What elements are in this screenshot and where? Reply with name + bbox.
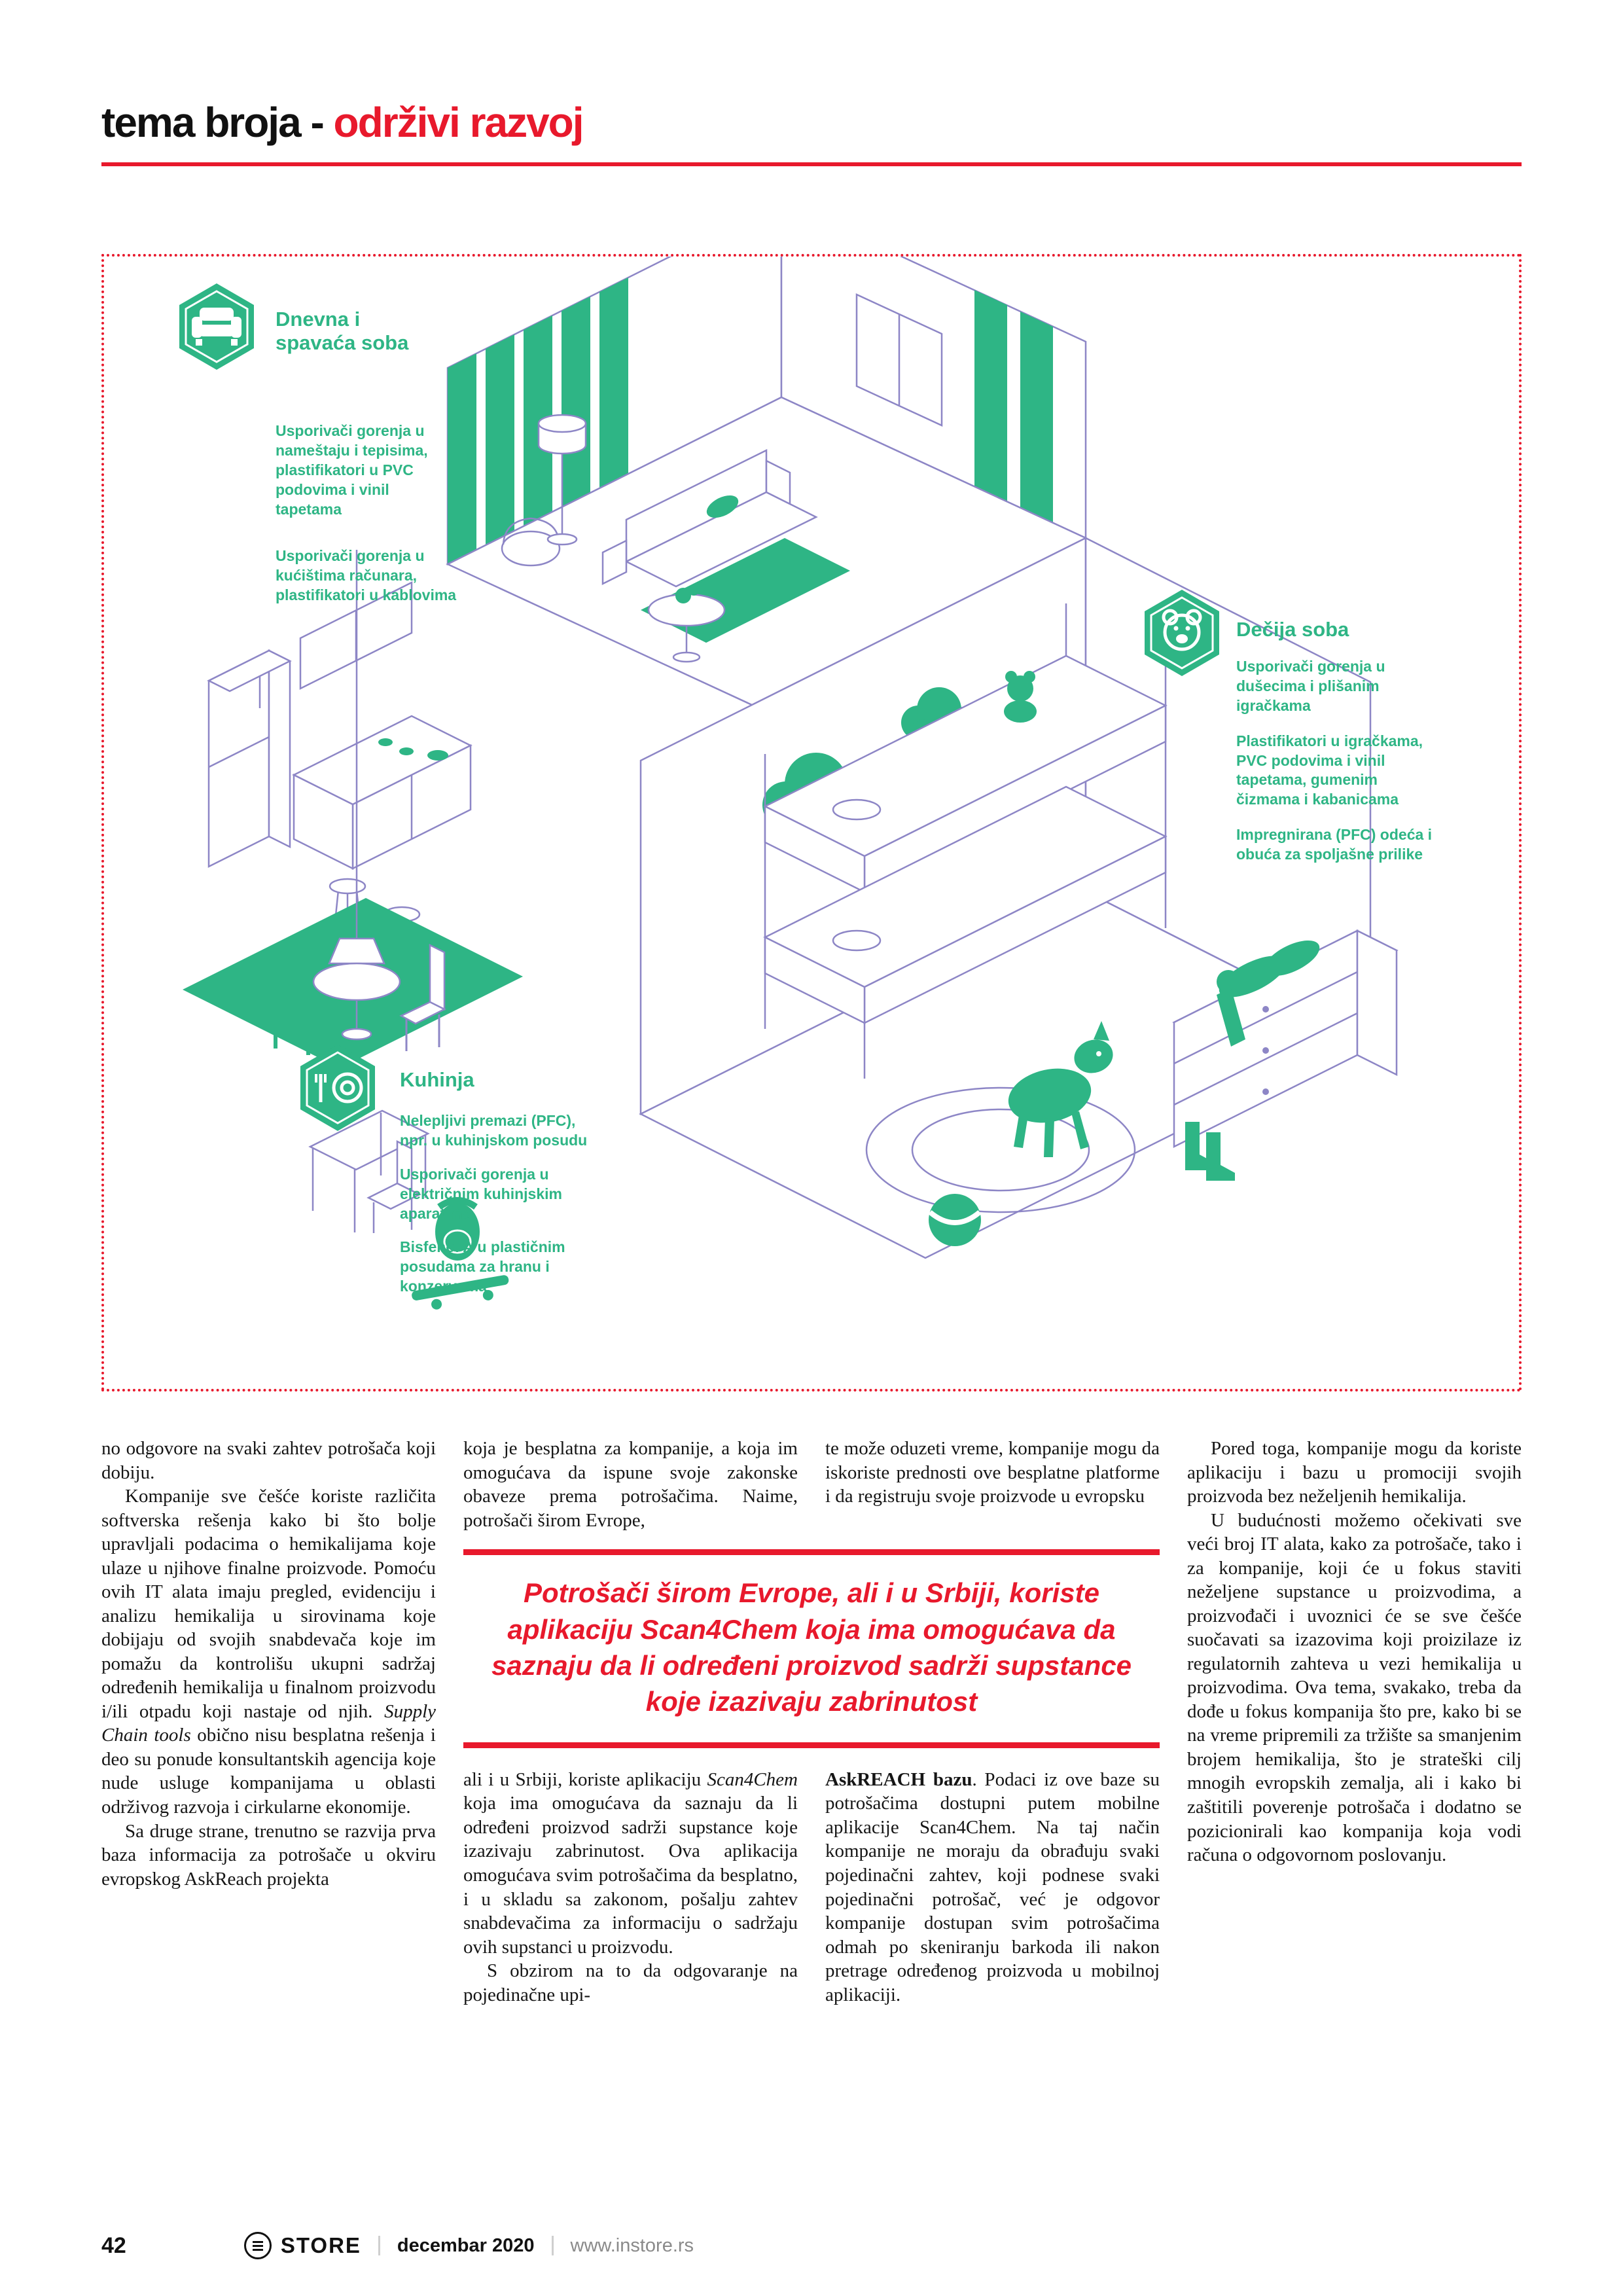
paragraph-text: . Podaci iz ove baze su potrošačima dostupni putem mobilne aplikacije Scan4Chem. Na taj način kompanije ne moraju da obrađuju svaki pojedinačni zahtev, koji podnese svaki pojedinačni potrošač, već je odgovor kompanije dostupan svim potrošačima odmah po skeniranju barkoda ili nakon pretrage određenog proizvoda u mobilnoj aplikaciji. (825, 1768, 1160, 2005)
footer-brand-group (244, 2232, 361, 2259)
living-room-item: Usporivači gorenja u nameštaju i tepisima, plastifikatori u PVC podovima i vinil tapetama (276, 422, 428, 518)
paragraph (101, 1484, 436, 1819)
paragraph-italic: Scan4Chem (707, 1768, 798, 1790)
pull-quote: Potrošači širom Evrope, ali i u Srbiji, koriste aplikaciju Scan4Chem koja ima omogućava da saznaju da li određeni proizvod sadrži supstance koje izazivaju zabrinutost (463, 1549, 1160, 1748)
paragraph-text: koja ima omogućava da saznaju da li određeni proizvod sadrži supstance koje izazivaju zabrinutost. Ova aplikacija omogućava svim potrošačima da besplatno, i u skladu sa zakonom, pošalju zahtev snabdevačima za informaciju o sadržaju ovih supstanci u proizvodu. (463, 1793, 798, 1958)
toy-ball (929, 1194, 981, 1246)
kids-room-item: Plastifikatori u igračkama, PVC podovima i vinil tapetama, gumenim čizmama i kabanicama (1236, 732, 1423, 808)
paragraph (463, 1768, 798, 1959)
footer-page-number: 42 (101, 2233, 126, 2258)
footer-brand: STORE (280, 2233, 361, 2257)
article-column-4 (1187, 1437, 1522, 2007)
footer-divider (552, 2236, 554, 2255)
illustration-canvas (104, 257, 1519, 1389)
paragraph-text: obično nisu besplatna rešenja i deo su ponude konsultantskih agencija koje nude usluge kompanijama u oblasti održivog razvoja i cirkularne ekonomije. (101, 1725, 436, 1818)
rubber-boots (1185, 1122, 1235, 1181)
kitchen-item: Bisfenol A u plastičnim posudama za hranu i konzervama (400, 1238, 565, 1295)
plant-leaf (688, 585, 699, 596)
sofa-icon (179, 283, 254, 370)
paragraph-bold: AskREACH bazu (825, 1768, 972, 1790)
paragraph (825, 1768, 1160, 2007)
living-room-title: Dnevna i spavaća soba (276, 308, 409, 354)
paragraph: no odgovore na svaki zahtev potrošača koji dobiju. (101, 1438, 436, 1483)
kids-room-item: Usporivači gorenja u dušecima i plišanim igračkama (1236, 658, 1385, 714)
living-room-item: Usporivači gorenja u kućištima računara, plastifikatori u kablovima (276, 547, 457, 604)
article-column-1 (101, 1437, 436, 2007)
article-column-2-top (463, 1437, 798, 1532)
footer-date: decembar 2020 (397, 2234, 535, 2256)
kids-room-item: Impregnirana (PFC) odeća i obuća za spoljašne prilike (1236, 826, 1433, 863)
kids-room-items (1236, 657, 1433, 865)
paragraph: te može oduzeti vreme, kompanije mogu da iskoriste prednosti ove besplatne platforme i da registruju svoje proizvode u evropsku (825, 1438, 1160, 1507)
paragraph: S obzirom na to da odgovaranje na pojedinačne upi- (463, 1960, 798, 2005)
paragraph-italic: Supply Chain tools (101, 1700, 436, 1746)
page-header (101, 98, 1522, 166)
footer-divider (378, 2236, 380, 2255)
paragraph: U budućnosti možemo očekivati sve veći broj IT alata, kako za potrošače, tako i za kompanije, koji će u fokus staviti neželjene supstance u proizvodima, a proizvođači i uvoznici će se sve češće suočavati sa izazovima koji proizilaze iz regulatornih zahteva u vezi hemikalija u proizvodima. Ova tema, svakako, treba da dođe u fokus kompanija što pre, kako bi se na vreme pripremili za tržište sa smanjenim brojem hemikalija, što je strateški cilj mnogih evropskih zemalja, ali i kako bi zaštitili poverenje potrošača i dodatno se pozicionirali kao kompanija koja vodi računa o odgovornom poslovanju. (1187, 1509, 1522, 1866)
fridge (209, 651, 290, 867)
header-rule (101, 162, 1522, 166)
page-title-prefix: tema broja - (101, 99, 334, 146)
illustration-panel (101, 254, 1522, 1391)
paragraph: Sa druge strane, trenutno se razvija prva baza informacija za potrošače u okviru evropskog AskReach projekta (101, 1820, 436, 1890)
paragraph: koja je besplatna za kompanije, a koja im omogućava da ispune svoje zakonske obaveze prema potrošačima. Naime, potrošači širom Evrope, (463, 1438, 798, 1531)
article-column-3-top (825, 1437, 1160, 1532)
living-room-items (276, 422, 459, 605)
article-column-3-bottom (825, 1768, 1160, 2007)
article-column-2-bottom (463, 1768, 798, 2007)
instore-logo-icon (244, 2232, 272, 2259)
cutlery-icon (300, 1045, 375, 1131)
page-title-accent: održivi razvoj (333, 99, 583, 146)
footer (101, 2231, 1522, 2261)
paragraph: Pored toga, kompanije mogu da koriste aplikaciju i bazu u promociji svojih proizvoda bez neželjenih hemikalija. (1187, 1438, 1522, 1507)
kitchen-item: Nelepljivi premazi (PFC), npr. u kuhinjskom posudu (400, 1112, 588, 1149)
kids-room-title: Dečija soba (1236, 618, 1349, 641)
paragraph-text: Kompanije sve češće koriste različita softverska rešenja kako bi što bolje upravljali podacima o hemikalijama koje ulaze u njihove finalne proizvode. Pomoću ovih IT alata imaju pregled, evidenciju i analizu hemikalija u sirovinama koje dobijaju od svojih snabdevača koje im pomažu da kontrolišu ukupni sadržaj određenih hemikalija u finalnom proizvodu i/ili otpadu koji nastaje od njih. (101, 1486, 436, 1722)
article-body (101, 1437, 1522, 2007)
page-title (101, 98, 1522, 147)
paragraph-text: ali i u Srbiji, koriste aplikaciju (463, 1768, 707, 1790)
horse-eye (1096, 1051, 1101, 1056)
footer-url: www.instore.rs (570, 2234, 694, 2256)
kitchen-items (400, 1111, 603, 1297)
kitchen-item: Usporivači gorenja u električnim kuhinjskim aparatima (400, 1165, 562, 1222)
kitchen-title: Kuhinja (400, 1068, 474, 1091)
